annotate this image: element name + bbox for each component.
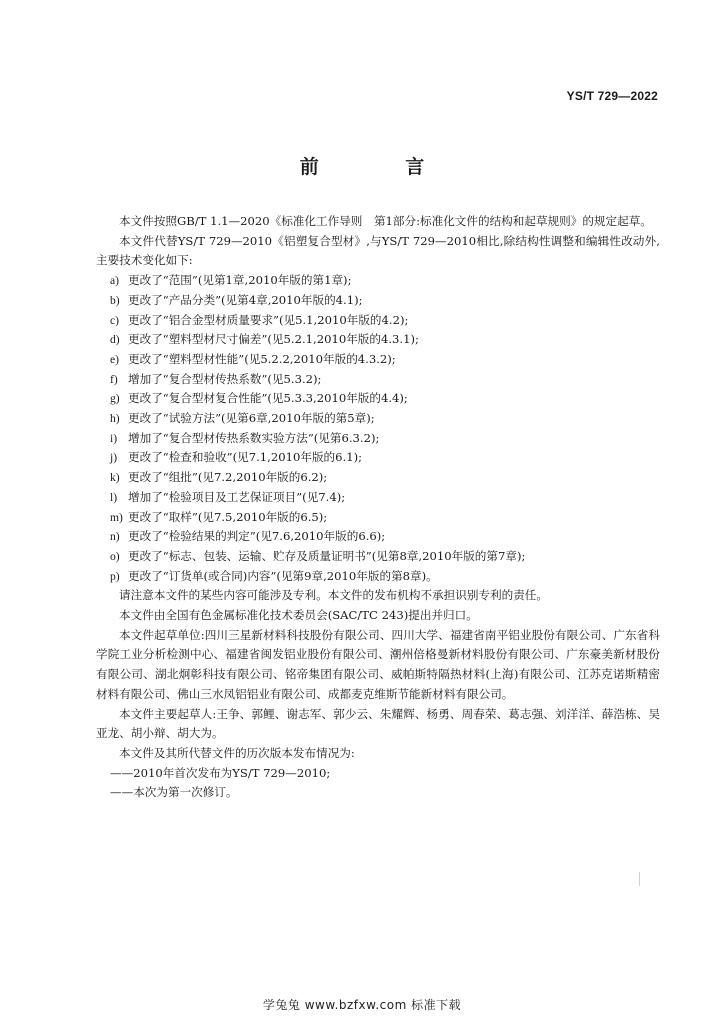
list-item-text: 更改了“复合型材复合性能”(见5.3.3,2010年版的4.4); [128, 391, 408, 406]
list-item [96, 291, 660, 311]
list-marker: p) [110, 569, 120, 583]
list-marker: b) [110, 293, 120, 307]
proposer-paragraph: 本文件由全国有色金属标准化技术委员会(SAC/TC 243)提出并归口。 [119, 608, 478, 623]
list-marker: l) [110, 490, 118, 504]
list-item [96, 488, 660, 508]
list-item-text: 更改了“塑料型材尺寸偏差”(见5.2.1,2010年版的4.3.1); [128, 332, 419, 347]
intro-paragraph-replacement: 本文件代替YS/T 729—2010《铝塑复合型材》,与YS/T 729—2010相比,除结构性调整和编辑性改动外,主要技术变化如下: [96, 233, 660, 268]
drafters-paragraph: 本文件主要起草人:王争、郭鲤、谢志军、郭少云、朱耀辉、杨勇、周春荣、葛志强、刘洋洋、薛浩栋、吴亚龙、胡小辩、胡大为。 [96, 706, 660, 741]
list-marker: d) [110, 333, 120, 347]
list-item [96, 370, 660, 390]
changes-list [96, 271, 660, 586]
patent-notice: 请注意本文件的某些内容可能涉及专利。本文件的发布机构不承担识别专利的责任。 [119, 588, 548, 603]
list-item-text: 更改了“产品分类”(见第4章,2010年版的4.1); [128, 292, 363, 307]
list-marker: c) [110, 313, 120, 327]
list-item-text: 更改了“范围”(见第1章,2010年版的第1章); [128, 273, 352, 288]
list-item-text: 更改了“塑料型材性能”(见5.2.2,2010年版的4.3.2); [128, 351, 396, 366]
list-item-text: 更改了“标志、包装、运输、贮存及质量证明书”(见第8章,2010年版的第7章); [128, 548, 526, 563]
list-item [96, 389, 660, 409]
list-item [96, 429, 660, 449]
list-item-text: 更改了“订货单(或合同)内容”(见第9章,2010年版的第8章)。 [128, 568, 438, 583]
list-item-text: 更改了“铝合金型材质量要求”(见5.1,2010年版的4.2); [128, 312, 409, 327]
list-item [96, 409, 660, 429]
list-marker: j) [110, 451, 118, 465]
list-item-text: 更改了“取样”(见7.5,2010年版的6.5); [128, 509, 328, 524]
list-marker: n) [110, 530, 120, 544]
page-title: 前 言 [299, 156, 465, 178]
drafting-units-paragraph: 本文件起草单位:四川三星新材料科技股份有限公司、四川大学、福建省南平铝业股份有限公司、广东省科学院工业分析检测中心、福建省闽发铝业股份有限公司、潮州倍格曼新材料股份有限公司、广东豪美新材股份有限公司、湖北炯彰科技有限公司、铭帝集团有限公司、威帕斯特隔热材料(上海)有限公司、江苏克诺斯精密材料有限公司、佛山三水凤铝铝业有限公司、成都麦克维斯节能新材料有限公司。 [96, 627, 660, 701]
history-list [96, 764, 660, 803]
list-item-text: 更改了“检验结果的判定”(见7.6,2010年版的6.6); [128, 529, 386, 544]
list-item-text: 更改了“试验方法”(见第6章,2010年版的第5章); [128, 411, 375, 426]
list-item [96, 330, 660, 350]
list-item [96, 508, 660, 528]
list-marker: i) [110, 431, 118, 445]
list-marker: f) [110, 372, 118, 386]
history-item: ——本次为第一次修订。 [110, 785, 238, 800]
history-item: ——2010年首次发布为YS/T 729—2010; [110, 765, 331, 780]
list-item [96, 567, 660, 587]
list-marker: e) [110, 352, 120, 366]
history-intro: 本文件及其所代替文件的历次版本发布情况为: [119, 745, 355, 760]
list-marker: m) [110, 510, 123, 524]
list-item [96, 527, 660, 547]
list-item-text: 更改了“检查和验收”(见7.1,2010年版的6.1); [128, 450, 362, 465]
list-marker: k) [110, 471, 120, 485]
list-marker: h) [110, 412, 120, 426]
list-item-text: 增加了“检验项目及工艺保证项目”(见7.4); [128, 489, 346, 504]
list-item [96, 271, 660, 291]
list-item-text: 更改了“组批”(见7.2,2010年版的6.2); [128, 470, 328, 485]
standard-code: YS/T 729—2022 [566, 89, 658, 103]
list-item [96, 350, 660, 370]
footer-watermark: 学兔兔 www.bzfxw.com 标准下载 [262, 998, 462, 1012]
list-item [96, 311, 660, 331]
list-item-text: 增加了“复合型材传热系数”(见5.3.2); [128, 371, 322, 386]
list-item [96, 468, 660, 488]
list-item-text: 增加了“复合型材传热系数实验方法”(见第6.3.2); [128, 430, 380, 445]
document-body [96, 212, 660, 803]
list-marker: o) [110, 549, 120, 563]
list-item [96, 448, 660, 468]
list-item [96, 547, 660, 567]
list-marker: g) [110, 392, 120, 406]
scan-edge-mark [639, 872, 640, 886]
intro-paragraph-drafting: 本文件按照GB/T 1.1—2020《标准化工作导则 第1部分:标准化文件的结构和起草规则》的规定起草。 [119, 214, 652, 228]
list-marker: a) [110, 274, 120, 288]
